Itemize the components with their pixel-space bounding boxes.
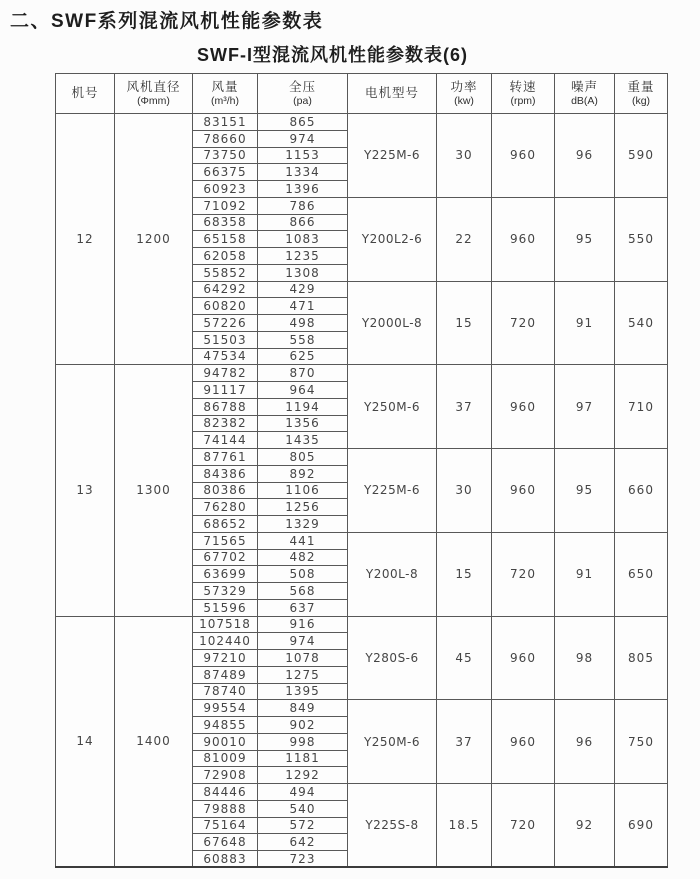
weight-cell: 540 — [615, 281, 668, 365]
motor-model-cell: Y280S-6 — [348, 616, 437, 700]
pressure-cell: 494 — [258, 784, 348, 801]
motor-model-cell: Y225M-6 — [348, 449, 437, 533]
header-unit: (Φmm) — [137, 94, 170, 107]
airflow-cell: 87489 — [193, 666, 258, 683]
pressure-cell: 1235 — [258, 248, 348, 265]
airflow-cell: 51503 — [193, 331, 258, 348]
pressure-cell: 471 — [258, 298, 348, 315]
header-airflow — [193, 74, 258, 114]
airflow-cell: 76280 — [193, 499, 258, 516]
header-unit: (kg) — [631, 94, 651, 107]
power-cell: 30 — [437, 449, 492, 533]
airflow-cell: 68358 — [193, 214, 258, 231]
model-cell: 12 — [56, 114, 115, 365]
airflow-cell: 55852 — [193, 264, 258, 281]
pressure-cell: 1083 — [258, 231, 348, 248]
power-cell: 45 — [437, 616, 492, 700]
header-speed — [492, 74, 555, 114]
header-label: 风机直径 — [126, 80, 181, 95]
airflow-cell: 86788 — [193, 398, 258, 415]
pressure-cell: 441 — [258, 532, 348, 549]
power-cell: 15 — [437, 532, 492, 616]
airflow-cell: 63699 — [193, 566, 258, 583]
speed-cell: 720 — [492, 532, 555, 616]
noise-cell: 95 — [555, 449, 615, 533]
airflow-cell: 60883 — [193, 851, 258, 868]
airflow-cell: 67702 — [193, 549, 258, 566]
noise-cell: 91 — [555, 532, 615, 616]
noise-cell: 91 — [555, 281, 615, 365]
table-row — [56, 365, 668, 382]
motor-model-cell: Y250M-6 — [348, 365, 437, 449]
pressure-cell: 429 — [258, 281, 348, 298]
airflow-cell: 75164 — [193, 817, 258, 834]
pressure-cell: 892 — [258, 465, 348, 482]
pressure-cell: 508 — [258, 566, 348, 583]
pressure-cell: 849 — [258, 700, 348, 717]
airflow-cell: 102440 — [193, 633, 258, 650]
header-unit: dB(A) — [571, 94, 598, 107]
speed-cell: 720 — [492, 281, 555, 365]
noise-cell: 96 — [555, 700, 615, 784]
model-cell: 13 — [56, 365, 115, 616]
pressure-cell: 482 — [258, 549, 348, 566]
airflow-cell: 80386 — [193, 482, 258, 499]
airflow-cell: 71092 — [193, 197, 258, 214]
header-pressure — [258, 74, 348, 114]
noise-cell: 96 — [555, 114, 615, 198]
weight-cell: 550 — [615, 197, 668, 281]
weight-cell: 690 — [615, 784, 668, 868]
pressure-cell: 1395 — [258, 683, 348, 700]
header-power — [437, 74, 492, 114]
airflow-cell: 51596 — [193, 599, 258, 616]
header-label: 转速 — [509, 80, 537, 95]
pressure-cell: 805 — [258, 449, 348, 466]
motor-model-cell: Y2000L-8 — [348, 281, 437, 365]
airflow-cell: 67648 — [193, 834, 258, 851]
airflow-cell: 57226 — [193, 315, 258, 332]
pressure-cell: 1356 — [258, 415, 348, 432]
airflow-cell: 60923 — [193, 181, 258, 198]
page-title: 二、SWF系列混流风机性能参数表 — [10, 11, 324, 32]
airflow-cell: 97210 — [193, 650, 258, 667]
airflow-cell: 99554 — [193, 700, 258, 717]
airflow-cell: 81009 — [193, 750, 258, 767]
pressure-cell: 1153 — [258, 147, 348, 164]
pressure-cell: 865 — [258, 114, 348, 131]
header-motor — [348, 74, 437, 114]
speed-cell: 960 — [492, 449, 555, 533]
airflow-cell: 83151 — [193, 114, 258, 131]
model-cell: 14 — [56, 616, 115, 867]
weight-cell: 660 — [615, 449, 668, 533]
table-title: SWF-I型混流风机性能参数表(6) — [197, 45, 468, 65]
airflow-cell: 107518 — [193, 616, 258, 633]
airflow-cell: 78740 — [193, 683, 258, 700]
airflow-cell: 84386 — [193, 465, 258, 482]
pressure-cell: 1334 — [258, 164, 348, 181]
pressure-cell: 1275 — [258, 666, 348, 683]
pressure-cell: 1078 — [258, 650, 348, 667]
pressure-cell: 572 — [258, 817, 348, 834]
airflow-cell: 94855 — [193, 717, 258, 734]
pressure-cell: 723 — [258, 851, 348, 868]
pressure-cell: 498 — [258, 315, 348, 332]
airflow-cell: 66375 — [193, 164, 258, 181]
table-row — [56, 114, 668, 131]
fan-performance-table — [55, 73, 668, 868]
header-row — [56, 74, 668, 114]
airflow-cell: 90010 — [193, 733, 258, 750]
airflow-cell: 60820 — [193, 298, 258, 315]
pressure-cell: 1308 — [258, 264, 348, 281]
airflow-cell: 64292 — [193, 281, 258, 298]
pressure-cell: 974 — [258, 130, 348, 147]
speed-cell: 960 — [492, 197, 555, 281]
airflow-cell: 84446 — [193, 784, 258, 801]
weight-cell: 750 — [615, 700, 668, 784]
header-label: 电机型号 — [364, 86, 419, 101]
power-cell: 30 — [437, 114, 492, 198]
pressure-cell: 1194 — [258, 398, 348, 415]
pressure-cell: 642 — [258, 834, 348, 851]
airflow-cell: 74144 — [193, 432, 258, 449]
header-noise — [555, 74, 615, 114]
airflow-cell: 79888 — [193, 800, 258, 817]
header-unit: (kw) — [454, 94, 474, 107]
airflow-cell: 73750 — [193, 147, 258, 164]
pressure-cell: 964 — [258, 382, 348, 399]
motor-model-cell: Y200L2-6 — [348, 197, 437, 281]
airflow-cell: 91117 — [193, 382, 258, 399]
table-row — [56, 616, 668, 633]
header-unit: (m³/h) — [211, 94, 239, 107]
airflow-cell: 47534 — [193, 348, 258, 365]
airflow-cell: 57329 — [193, 583, 258, 600]
header-unit: (rpm) — [510, 94, 536, 107]
noise-cell: 92 — [555, 784, 615, 868]
header-label: 功率 — [450, 80, 478, 95]
motor-model-cell: Y200L-8 — [348, 532, 437, 616]
airflow-cell: 87761 — [193, 449, 258, 466]
airflow-cell: 62058 — [193, 248, 258, 265]
header-label: 全压 — [288, 80, 316, 95]
weight-cell: 805 — [615, 616, 668, 700]
table-header — [56, 74, 668, 114]
pressure-cell: 974 — [258, 633, 348, 650]
motor-model-cell: Y250M-6 — [348, 700, 437, 784]
pressure-cell: 1256 — [258, 499, 348, 516]
pressure-cell: 540 — [258, 800, 348, 817]
pressure-cell: 558 — [258, 331, 348, 348]
airflow-cell: 72908 — [193, 767, 258, 784]
power-cell: 37 — [437, 365, 492, 449]
pressure-cell: 998 — [258, 733, 348, 750]
header-unit: (pa) — [293, 94, 312, 107]
table-body — [56, 114, 668, 868]
weight-cell: 710 — [615, 365, 668, 449]
pressure-cell: 866 — [258, 214, 348, 231]
header-weight — [615, 74, 668, 114]
speed-cell: 960 — [492, 616, 555, 700]
weight-cell: 650 — [615, 532, 668, 616]
header-label: 机号 — [71, 86, 99, 101]
pressure-cell: 1106 — [258, 482, 348, 499]
pressure-cell: 625 — [258, 348, 348, 365]
power-cell: 37 — [437, 700, 492, 784]
airflow-cell: 65158 — [193, 231, 258, 248]
power-cell: 22 — [437, 197, 492, 281]
pressure-cell: 1329 — [258, 516, 348, 533]
speed-cell: 960 — [492, 700, 555, 784]
diameter-cell: 1400 — [115, 616, 193, 867]
pressure-cell: 870 — [258, 365, 348, 382]
weight-cell: 590 — [615, 114, 668, 198]
pressure-cell: 1181 — [258, 750, 348, 767]
pressure-cell: 902 — [258, 717, 348, 734]
header-label: 风量 — [211, 80, 239, 95]
header-model — [56, 74, 115, 114]
speed-cell: 960 — [492, 114, 555, 198]
airflow-cell: 78660 — [193, 130, 258, 147]
header-diameter — [115, 74, 193, 114]
airflow-cell: 71565 — [193, 532, 258, 549]
pressure-cell: 1292 — [258, 767, 348, 784]
motor-model-cell: Y225M-6 — [348, 114, 437, 198]
speed-cell: 960 — [492, 365, 555, 449]
motor-model-cell: Y225S-8 — [348, 784, 437, 868]
power-cell: 15 — [437, 281, 492, 365]
power-cell: 18.5 — [437, 784, 492, 868]
pressure-cell: 568 — [258, 583, 348, 600]
header-label: 重量 — [627, 80, 655, 95]
noise-cell: 95 — [555, 197, 615, 281]
noise-cell: 98 — [555, 616, 615, 700]
pressure-cell: 916 — [258, 616, 348, 633]
airflow-cell: 94782 — [193, 365, 258, 382]
pressure-cell: 786 — [258, 197, 348, 214]
pressure-cell: 1435 — [258, 432, 348, 449]
diameter-cell: 1200 — [115, 114, 193, 365]
pressure-cell: 1396 — [258, 181, 348, 198]
airflow-cell: 68652 — [193, 516, 258, 533]
diameter-cell: 1300 — [115, 365, 193, 616]
speed-cell: 720 — [492, 784, 555, 868]
airflow-cell: 82382 — [193, 415, 258, 432]
header-label: 噪声 — [570, 80, 598, 95]
noise-cell: 97 — [555, 365, 615, 449]
pressure-cell: 637 — [258, 599, 348, 616]
